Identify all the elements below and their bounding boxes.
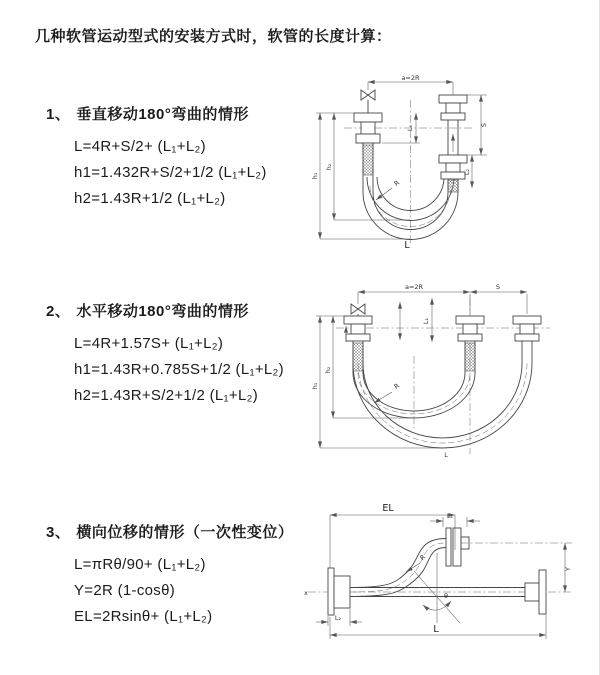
- dim-label-s: S: [495, 283, 501, 291]
- diagram-horizontal-180-bend: [308, 268, 590, 460]
- right-flange: [525, 570, 546, 614]
- dim-label-h1: h₁: [311, 382, 319, 390]
- dim-label-s: S: [480, 122, 488, 128]
- dim-label-a2r: a=2R: [404, 283, 424, 291]
- dim-label-l1: L₁: [422, 317, 430, 325]
- valve-icon: [361, 90, 375, 113]
- dim-label-l: L: [433, 624, 439, 635]
- radius-callout: [376, 179, 401, 200]
- left-flange: [328, 568, 350, 615]
- upper-flange: [446, 528, 469, 566]
- formula-line: L=4R+S/2+ (L₁+L₂): [74, 138, 206, 155]
- formula-line: h1=1.432R+S/2+1/2 (L₁+L₂): [74, 164, 267, 181]
- section-2-index: 2、: [46, 303, 71, 320]
- left-stem-with-valve: [344, 304, 372, 371]
- formula-line: L=πRθ/90+ (L₁+L₂): [74, 556, 206, 573]
- dim-label-h1: h₁: [311, 172, 319, 180]
- formula-line: L=4R+1.57S+ (L₁+L₂): [74, 335, 224, 352]
- length-label: L: [444, 451, 448, 459]
- hose-u-curves: [353, 341, 532, 448]
- section-3-title: 横向位移的情形（一次性变位）: [76, 524, 294, 541]
- formula-line: EL=2Rsinθ+ (L₁+L₂): [74, 608, 213, 625]
- radius-label: R: [392, 381, 402, 391]
- dimension-h1: [311, 316, 442, 448]
- section-1-heading: [46, 103, 346, 124]
- dim-label-el: EL: [382, 503, 394, 514]
- flange: [513, 316, 541, 341]
- braided-section: [448, 180, 458, 192]
- formula-line: h1=1.43R+0.785S+1/2 (L₁+L₂): [74, 361, 284, 378]
- dim-label-h2: h₂: [324, 366, 332, 374]
- right-stem: [513, 316, 541, 341]
- section-1-title: 垂直移动180°弯曲的情形: [76, 106, 249, 123]
- flange: [344, 316, 372, 341]
- flange: [439, 95, 467, 120]
- dimension-y: [564, 543, 572, 592]
- section-2-title: 水平移动180°弯曲的情形: [76, 303, 249, 320]
- left-stem-with-valve: [354, 90, 382, 175]
- section-2-heading: [46, 300, 346, 321]
- braided-section: [363, 145, 373, 175]
- section-3-index: 3、: [46, 524, 71, 541]
- page-title: 几种软管运动型式的安装方式时，软管的长度计算：: [35, 28, 392, 45]
- flange: [456, 316, 484, 341]
- dimension-el: [330, 503, 455, 568]
- middle-stem: [456, 316, 484, 371]
- dimension-a-2r: [358, 283, 470, 314]
- dimension-a-2r: [368, 74, 453, 95]
- dim-label-y: Y: [564, 567, 572, 571]
- section-horizontal-movement: [46, 300, 346, 409]
- diagram-vertical-180-bend: [308, 72, 590, 250]
- formula-line: h2=1.43R+1/2 (L₁+L₂): [74, 190, 226, 207]
- braided-section: [465, 343, 475, 371]
- dim-label-h2: h₂: [325, 163, 333, 171]
- braided-section: [353, 343, 363, 371]
- dim-label-a2r: a=2R: [401, 74, 420, 82]
- radius-label: R: [392, 178, 402, 188]
- dim-label-l2: L₂: [334, 614, 342, 622]
- dimension-s: [470, 283, 527, 314]
- angle-label: θ: [444, 592, 448, 600]
- valve-icon: [351, 304, 365, 316]
- section-1-index: 1、: [46, 106, 71, 123]
- dimension-l2: [316, 609, 362, 626]
- right-stem: [439, 95, 467, 192]
- length-label: L: [404, 240, 410, 251]
- dim-label-l2: L₂: [463, 168, 471, 176]
- radius-label: R: [418, 552, 428, 562]
- dimension-l: [330, 615, 546, 639]
- axis-mark: x: [304, 589, 308, 597]
- formula-line: h2=1.43R+S/2+1/2 (L₁+L₂): [74, 387, 259, 404]
- section-vertical-movement: [46, 103, 346, 212]
- dimension-s: [467, 95, 488, 155]
- formula-line: Y=2R (1-cosθ): [74, 582, 176, 599]
- diagram-lateral-displacement: [300, 495, 598, 655]
- dim-label-l1: L₁: [406, 124, 414, 132]
- dim-label-l1: L₁: [446, 512, 454, 520]
- dimension-l1: [400, 298, 432, 342]
